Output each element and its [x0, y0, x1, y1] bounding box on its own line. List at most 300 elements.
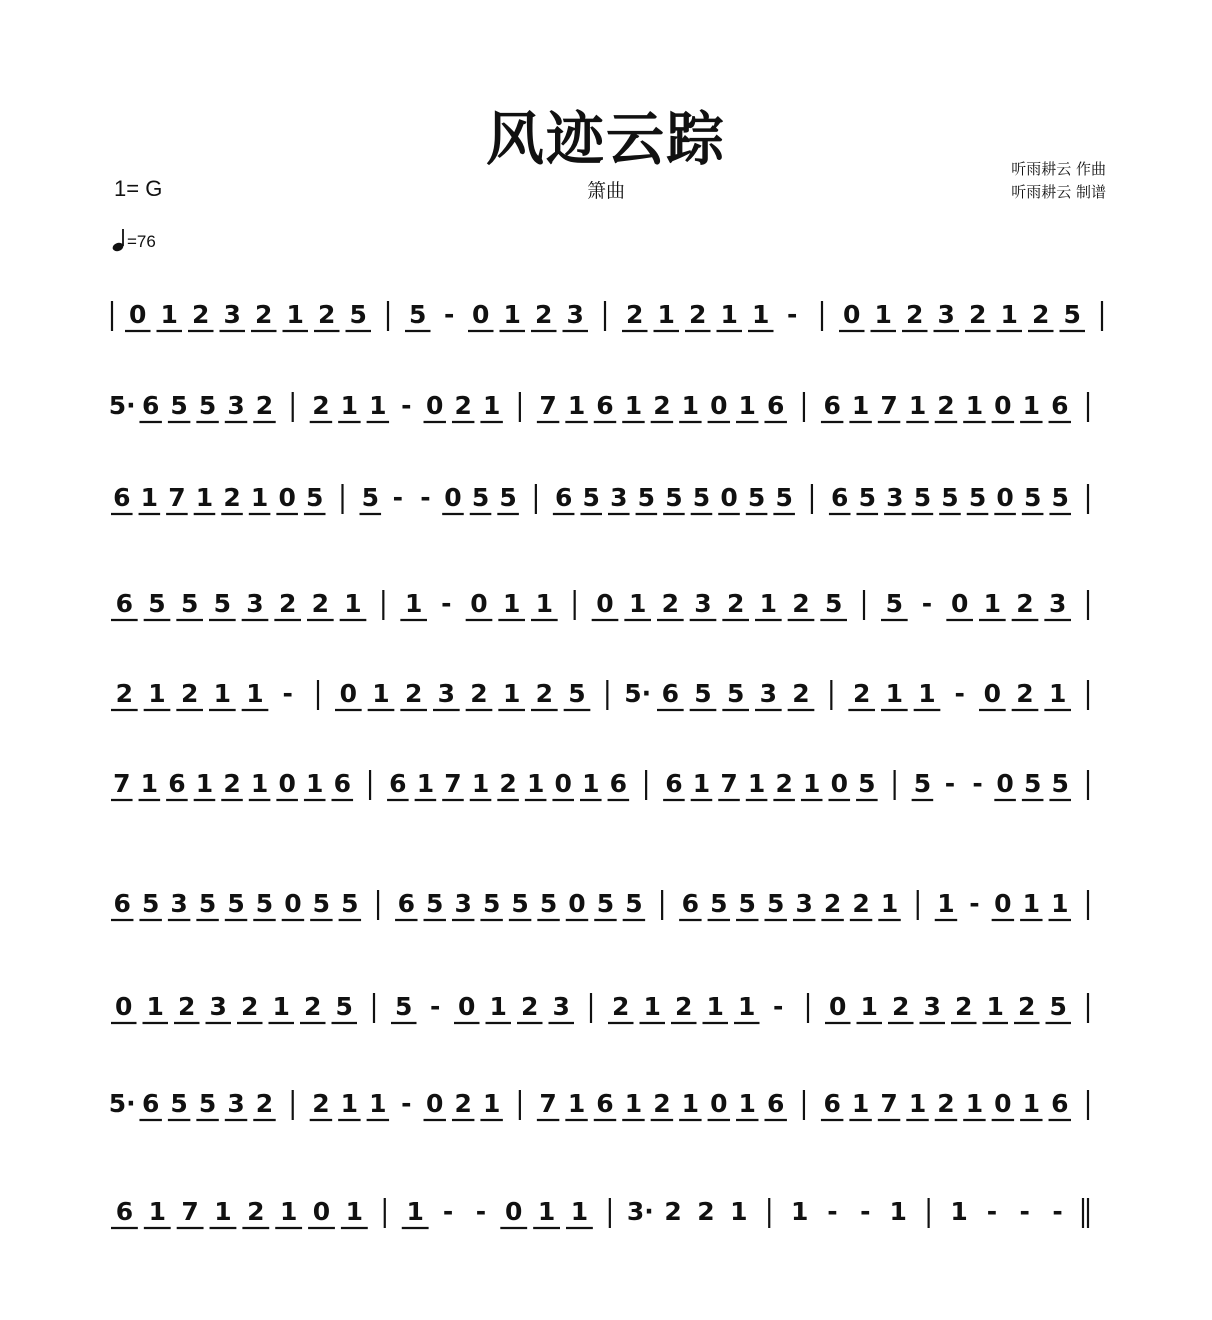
dash-extension: - [401, 391, 412, 420]
note: 2 [1016, 679, 1034, 708]
note: 5 [170, 1089, 188, 1118]
note: 2 [1032, 300, 1050, 329]
note: 2 [664, 1197, 682, 1226]
note: 5 [499, 483, 517, 512]
note: 5 [426, 889, 444, 918]
note: 5 [341, 889, 359, 918]
note: 5 [913, 769, 932, 798]
note: 5 [858, 769, 876, 798]
note: 1 [1022, 1089, 1041, 1118]
note: 0 [829, 992, 847, 1021]
dash-extension: - [401, 1089, 412, 1118]
note: 1 [851, 1089, 870, 1118]
note: 2 [937, 391, 955, 420]
note: 0 [710, 391, 728, 420]
note: 0 [278, 769, 296, 798]
note: 2 [255, 1089, 274, 1118]
note: 6 [596, 391, 614, 420]
note: 1 [730, 1197, 748, 1226]
note: 2 [454, 1089, 472, 1118]
note: 5 [213, 589, 232, 618]
note: 5 [747, 483, 766, 512]
note: 3 [437, 679, 456, 708]
note: 6 [554, 483, 573, 512]
note: 7 [720, 769, 738, 798]
note: 0 [983, 679, 1002, 708]
note: 3 [223, 300, 241, 329]
note: 5 [198, 1089, 217, 1118]
note: 1 [965, 1089, 984, 1118]
note: 3 [454, 889, 472, 918]
note: 0 [339, 679, 358, 708]
dash-extension: - [282, 679, 293, 708]
credits [1011, 158, 1106, 204]
note: 0 [710, 1089, 728, 1118]
note: 2 [178, 992, 196, 1021]
note: 1 [860, 992, 878, 1021]
note: 2 [223, 483, 241, 512]
note: 2 [792, 589, 810, 618]
note: 5 [1051, 769, 1069, 798]
note: 2 [852, 889, 870, 918]
note: 5 [710, 889, 728, 918]
note: 0 [312, 1197, 331, 1226]
note: 1 [720, 300, 738, 329]
note: 0 [284, 889, 302, 918]
note: 2 [521, 992, 539, 1021]
note: 2 [241, 992, 259, 1021]
note: 1 [148, 679, 166, 708]
note: 2 [852, 679, 871, 708]
note: 5· [108, 1089, 136, 1118]
note: 1 [918, 679, 936, 708]
note: 1 [345, 1197, 364, 1226]
dash-extension: - [954, 679, 965, 708]
note: 1 [1051, 889, 1069, 918]
note: 2 [653, 391, 671, 420]
note: 5 [568, 679, 586, 708]
note: 5 [349, 300, 367, 329]
dash-extension: - [773, 992, 784, 1021]
dash-extension: - [972, 769, 983, 798]
note: 2 [247, 1197, 265, 1226]
note: 1 [1022, 889, 1041, 918]
note: 5 [511, 889, 529, 918]
note: 1 [535, 589, 554, 618]
note: 2 [937, 1089, 955, 1118]
dash-extension: - [442, 1197, 454, 1226]
note: 2 [689, 300, 707, 329]
note: 1 [738, 992, 756, 1021]
note: 2 [255, 391, 274, 420]
note: 5 [198, 889, 217, 918]
note: 6 [661, 679, 680, 708]
note: 2 [535, 679, 554, 708]
note: 3 [1048, 589, 1067, 618]
note: 5 [395, 992, 413, 1021]
note: 2 [312, 391, 330, 420]
note: 1 [503, 300, 521, 329]
note: 1 [526, 769, 545, 798]
note: 1 [306, 769, 324, 798]
note: 2 [969, 300, 987, 329]
note: 2 [1016, 589, 1034, 618]
note: 2 [675, 992, 693, 1021]
note: 1 [471, 769, 490, 798]
note: 2 [180, 679, 199, 708]
dash-extension: - [986, 1197, 998, 1226]
note: 6 [141, 1089, 160, 1118]
note: 1 [567, 391, 586, 420]
note: 1 [482, 1089, 501, 1118]
note: 0 [426, 391, 444, 420]
note: 5 [738, 889, 756, 918]
note: 1 [803, 769, 821, 798]
note: 7 [181, 1197, 199, 1226]
note: 5 [335, 992, 353, 1021]
note: 0 [470, 589, 488, 618]
note: 5 [409, 300, 427, 329]
note: 5 [1023, 769, 1042, 798]
note: 7 [539, 1089, 557, 1118]
note: 1 [986, 992, 1004, 1021]
note: 6 [823, 1089, 841, 1118]
key-signature: 1= G [114, 176, 163, 201]
note: 1 [874, 300, 892, 329]
note: 2 [192, 300, 210, 329]
note: 2 [612, 992, 630, 1021]
note: 1 [140, 769, 159, 798]
note: 5 [227, 889, 245, 918]
note: 0 [472, 300, 490, 329]
note: 3 [937, 300, 955, 329]
note: 3 [610, 483, 628, 512]
note: 2 [312, 1089, 330, 1118]
note: 5 [665, 483, 683, 512]
note: 5 [361, 483, 379, 512]
note: 6 [596, 1089, 614, 1118]
dash-extension: - [441, 589, 452, 618]
note: 1 [148, 1197, 166, 1226]
note: 1 [246, 679, 264, 708]
composer-credit: 听雨耕云 作曲 [1011, 160, 1106, 178]
note: 2 [304, 992, 322, 1021]
note: 3 [694, 589, 712, 618]
quarter-note-icon [112, 228, 126, 252]
note: 1 [537, 1197, 556, 1226]
dash-extension: - [921, 589, 933, 618]
note: 0 [830, 769, 848, 798]
note: 6 [333, 769, 351, 798]
dash-extension: - [392, 483, 404, 512]
note: 3 [566, 300, 584, 329]
note: 5 [255, 889, 274, 918]
note: 2 [470, 679, 488, 708]
note: 2 [535, 300, 553, 329]
note: 0 [994, 1089, 1012, 1118]
note: 6 [681, 889, 700, 918]
note: 5 [582, 483, 600, 512]
note: 1 [692, 769, 711, 798]
note: 1 [908, 391, 927, 420]
note: 1 [344, 589, 362, 618]
dash-extension: - [420, 483, 431, 512]
note: 2 [223, 769, 241, 798]
note: 1 [885, 679, 904, 708]
note: 3 [246, 589, 264, 618]
note: 1 [286, 300, 304, 329]
note: 5 [596, 889, 615, 918]
note: 5 [637, 483, 656, 512]
note: 5 [306, 483, 324, 512]
note: 3 [552, 992, 570, 1021]
note: 5 [1023, 483, 1042, 512]
note: 1 [738, 1089, 756, 1118]
note: 3· [626, 1197, 654, 1226]
note: 5 [941, 483, 959, 512]
note: 6 [397, 889, 415, 918]
note: 1 [213, 679, 232, 708]
note: 5 [180, 589, 199, 618]
note: 1 [1000, 300, 1018, 329]
note: 5 [1049, 992, 1067, 1021]
note: 2 [823, 889, 842, 918]
note: 3 [886, 483, 904, 512]
note: 1 [369, 1089, 387, 1118]
note: 6 [115, 589, 134, 618]
note: 1 [937, 889, 955, 918]
note: 5 [198, 391, 217, 420]
note: 7 [880, 391, 898, 420]
note: 7 [880, 1089, 898, 1118]
note: 5 [824, 589, 843, 618]
note: 1 [272, 992, 290, 1021]
note: 5 [726, 679, 745, 708]
note: 5 [694, 679, 712, 708]
note: 1 [759, 589, 778, 618]
note: 0 [278, 483, 296, 512]
note: 1 [502, 679, 521, 708]
tempo-marking [112, 228, 156, 252]
note: 6 [767, 391, 785, 420]
note: 6 [609, 769, 628, 798]
note: 5 [141, 889, 160, 918]
dash-extension: - [475, 1197, 487, 1226]
note: 2 [697, 1197, 715, 1226]
dash-extension: - [430, 992, 441, 1021]
note: 1 [250, 483, 269, 512]
note: 1 [502, 589, 521, 618]
note: 3 [209, 992, 227, 1021]
note: 6 [665, 769, 683, 798]
note: 6 [1051, 1089, 1069, 1118]
note: 1 [681, 391, 700, 420]
note: 2 [318, 300, 336, 329]
note: 2 [404, 679, 423, 708]
note: 1 [643, 992, 661, 1021]
note: 5 [170, 391, 188, 420]
note: 1 [628, 589, 647, 618]
note: 0 [994, 889, 1012, 918]
note: 0 [115, 992, 133, 1021]
note: 2 [661, 589, 680, 618]
note: 0 [568, 889, 586, 918]
note: 0 [996, 483, 1014, 512]
note: 1 [570, 1197, 589, 1226]
note: 6 [168, 769, 186, 798]
note: 6 [1051, 391, 1069, 420]
note: 5 [148, 589, 166, 618]
note: 5 [539, 889, 558, 918]
note: 7 [168, 483, 186, 512]
note: 1 [340, 391, 359, 420]
note: 1 [657, 300, 675, 329]
note: 5 [968, 483, 987, 512]
note: 0 [458, 992, 476, 1021]
note: 5 [625, 889, 643, 918]
note: 0 [843, 300, 861, 329]
note: 3 [227, 1089, 245, 1118]
note: 5· [624, 679, 652, 708]
note: 2 [255, 300, 273, 329]
note: 6 [115, 1197, 134, 1226]
dash-extension: - [969, 889, 980, 918]
note: 0 [996, 769, 1014, 798]
note: 2 [653, 1089, 671, 1118]
note: 2 [955, 992, 973, 1021]
note: 1 [489, 992, 507, 1021]
note: 2 [499, 769, 517, 798]
dash-extension: - [1019, 1197, 1030, 1226]
note: 0 [505, 1197, 523, 1226]
note: 1 [752, 300, 770, 329]
note: 2 [726, 589, 745, 618]
note: 1 [880, 889, 899, 918]
note: 1 [706, 992, 724, 1021]
note: 0 [994, 391, 1012, 420]
note: 5 [482, 889, 501, 918]
note: 1 [140, 483, 159, 512]
note: 1 [195, 483, 214, 512]
note: 5 [1051, 483, 1069, 512]
note: 6 [113, 889, 131, 918]
dash-extension: - [787, 300, 798, 329]
note: 1 [851, 391, 870, 420]
note: 2 [626, 300, 644, 329]
note: 2 [906, 300, 924, 329]
note: 1 [195, 769, 214, 798]
note: 6 [389, 769, 407, 798]
note: 5 [858, 483, 876, 512]
note: 7 [444, 769, 462, 798]
note: 3 [170, 889, 188, 918]
dash-extension: - [444, 300, 455, 329]
note: 1 [624, 1089, 643, 1118]
note: 1 [889, 1197, 907, 1226]
note: 3 [227, 391, 245, 420]
note: 1 [340, 1089, 359, 1118]
note: 5 [1063, 300, 1081, 329]
note: 3 [759, 679, 778, 708]
note: 5 [312, 889, 331, 918]
note: 0 [129, 300, 147, 329]
note: 1 [582, 769, 600, 798]
note: 1 [908, 1089, 927, 1118]
note: 5 [692, 483, 711, 512]
note: 1 [279, 1197, 298, 1226]
note: 1 [1022, 391, 1041, 420]
note: 1 [1048, 679, 1067, 708]
note: 1 [214, 1197, 232, 1226]
dash-extension: - [860, 1197, 871, 1226]
note: 1 [406, 1197, 424, 1226]
note: 5· [108, 391, 136, 420]
note: 2 [278, 589, 297, 618]
note: 5 [913, 483, 932, 512]
note: 1 [747, 769, 766, 798]
score-title: 风迹云踪 [485, 105, 726, 173]
note: 2 [454, 391, 472, 420]
note: 1 [250, 769, 269, 798]
note: 2 [892, 992, 910, 1021]
note: 6 [823, 391, 841, 420]
note: 3 [795, 889, 813, 918]
note: 1 [416, 769, 435, 798]
dash-extension: - [944, 769, 956, 798]
note: 1 [567, 1089, 586, 1118]
note: 5 [885, 589, 904, 618]
note: 1 [790, 1197, 809, 1226]
note: 1 [965, 391, 984, 420]
transcriber-credit: 听雨耕云 制谱 [1011, 183, 1106, 201]
note: 0 [950, 589, 969, 618]
dash-extension: - [827, 1197, 838, 1226]
note: 1 [983, 589, 1002, 618]
note: 7 [113, 769, 131, 798]
note: 0 [720, 483, 738, 512]
note: 1 [681, 1089, 700, 1118]
note: 2 [311, 589, 330, 618]
note: 6 [767, 1089, 785, 1118]
note: 1 [404, 589, 423, 618]
tempo-value: =76 [127, 232, 156, 251]
note: 7 [539, 391, 557, 420]
note: 0 [426, 1089, 444, 1118]
note: 5 [775, 483, 793, 512]
note: 2 [1018, 992, 1036, 1021]
note: 3 [923, 992, 941, 1021]
note: 2 [115, 679, 134, 708]
note: 6 [113, 483, 131, 512]
note: 6 [831, 483, 849, 512]
note: 0 [554, 769, 572, 798]
note: 1 [160, 300, 178, 329]
note: 0 [444, 483, 462, 512]
note: 1 [372, 679, 390, 708]
note: 2 [775, 769, 793, 798]
note: 1 [624, 391, 643, 420]
note: 2 [792, 679, 810, 708]
note: 6 [141, 391, 160, 420]
note: 5 [767, 889, 785, 918]
note: 1 [950, 1197, 968, 1226]
note: 1 [146, 992, 164, 1021]
note: 1 [369, 391, 387, 420]
note: 1 [738, 391, 756, 420]
note: 0 [596, 589, 614, 618]
dash-extension: - [1052, 1197, 1063, 1226]
note: 1 [482, 391, 501, 420]
